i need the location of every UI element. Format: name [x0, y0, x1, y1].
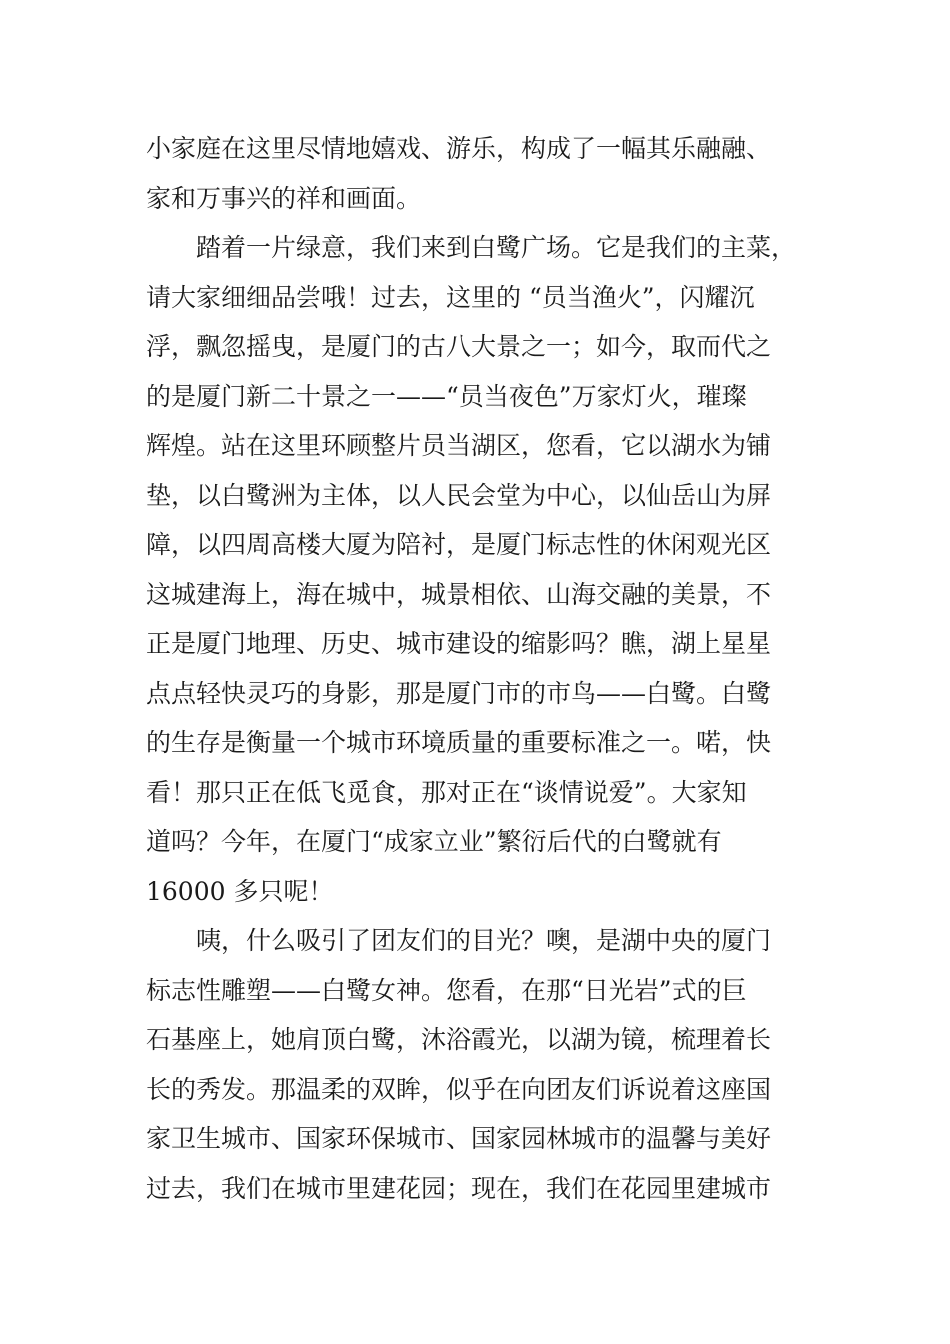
- text-line: 标志性雕塑——白鹭女神。您看，在那“日光岩”式的巨: [146, 975, 747, 1005]
- text-line: 的是厦门新二十景之一——“员当夜色”万家灯火，璀璨: [146, 381, 747, 411]
- text-line: 点点轻快灵巧的身影，那是厦门市的市鸟——白鹭。白鹭: [146, 678, 772, 708]
- paragraph-start-line: 踏着一片绿意，我们来到白鹭广场。它是我们的主菜，: [196, 233, 797, 262]
- text-line: 石基座上，她肩顶白鹭，沐浴霞光，以湖为镜，梳理着长: [146, 1025, 772, 1054]
- text-line: 这城建海上，海在城中，城景相依、山海交融的美景，不: [146, 579, 772, 609]
- text-line: 家和万事兴的祥和画面。: [146, 183, 422, 213]
- text-line: 正是厦门地理、历史、城市建设的缩影吗？瞧，湖上星星: [146, 629, 772, 658]
- text-line: 道吗？今年，在厦门“成家立业”繁衍后代的白鹭就有: [146, 827, 722, 856]
- text-line: 浮，飘忽摇曳，是厦门的古八大景之一；如今，取而代之: [146, 332, 772, 361]
- text-line: 16000 多只呢！: [146, 876, 334, 906]
- text-line: 过去，我们在城市里建花园；现在，我们在花园里建城市: [146, 1173, 772, 1203]
- paragraph-start-line: 咦，什么吸引了团友们的目光？噢，是湖中央的厦门: [196, 926, 772, 955]
- text-line: 家卫生城市、国家环保城市、国家园林城市的温馨与美好: [146, 1124, 772, 1153]
- text-line: 请大家细细品尝哦！过去，这里的 “员当渔火”，闪耀沉: [146, 282, 755, 312]
- text-line: 辉煌。站在这里环顾整片员当湖区，您看，它以湖水为铺: [146, 431, 772, 460]
- text-line: 垫，以白鹭洲为主体，以人民会堂为中心，以仙岳山为屏: [146, 480, 772, 510]
- text-line: 障，以四周高楼大厦为陪衬，是厦门标志性的休闲观光区: [146, 530, 772, 559]
- body-text: [146, 124, 846, 1213]
- text-line: 的生存是衡量一个城市环境质量的重要标准之一。喏，快: [146, 728, 772, 757]
- text-line: 长的秀发。那温柔的双眸，似乎在向团友们诉说着这座国: [146, 1074, 772, 1104]
- text-line: 看！那只正在低飞觅食，那对正在“谈情说爱”。大家知: [146, 777, 747, 807]
- text-line: 小家庭在这里尽情地嬉戏、游乐，构成了一幅其乐融融、: [146, 134, 772, 163]
